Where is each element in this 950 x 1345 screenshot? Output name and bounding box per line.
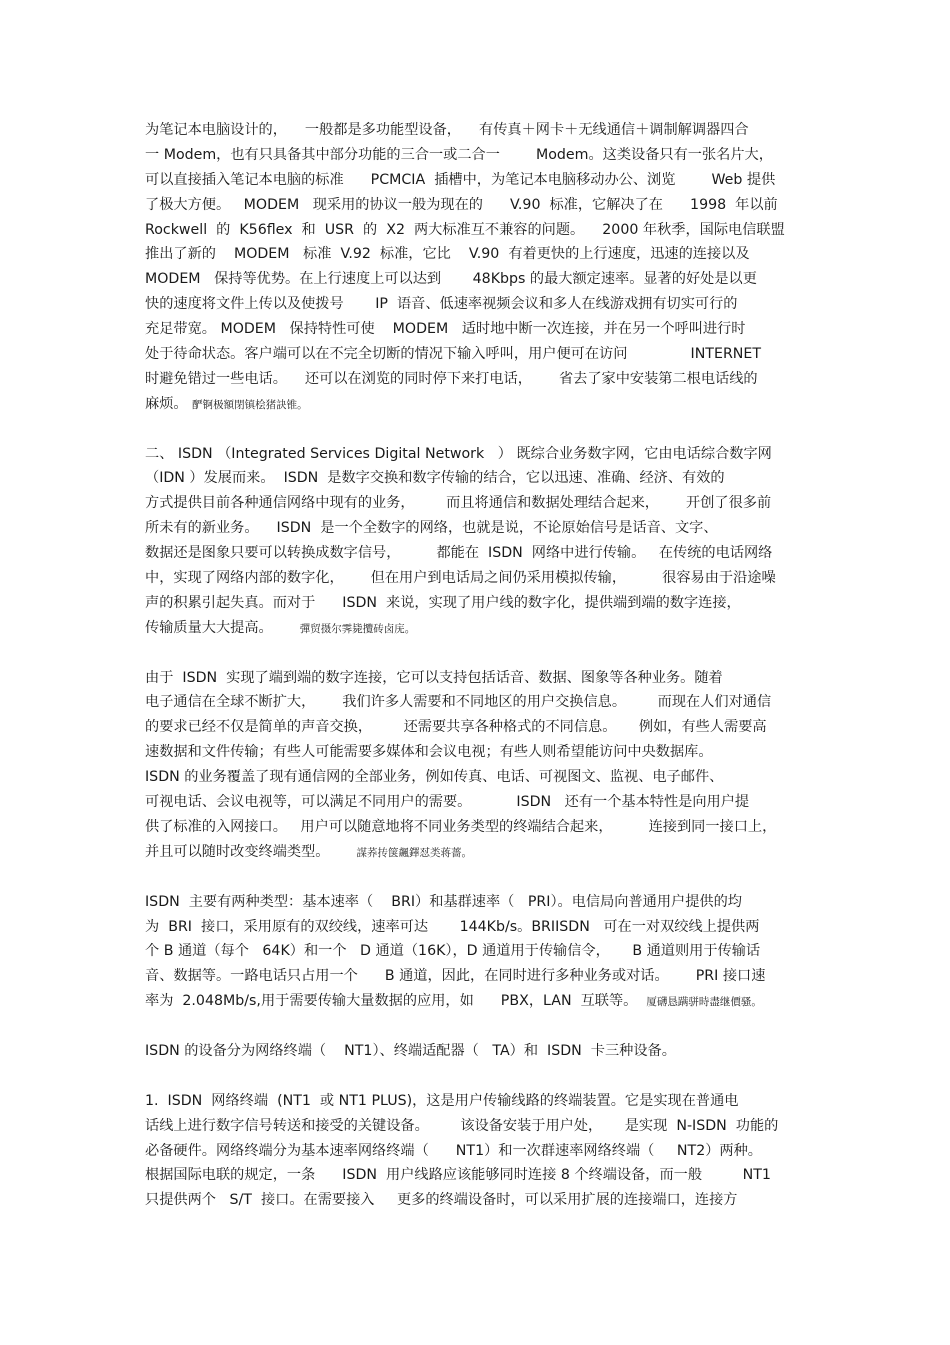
text-line: ISDN 的设备分为网络终端（ NT1）、终端适配器（ TA）和 ISDN 卡三种设备。 (145, 1042, 676, 1059)
paragraph-isdn-nt1 (145, 1089, 810, 1213)
text-line: 供了标准的入网接口。 用户可以随意地将不同业务类型的终端结合起来， 连接到同一接口上， (145, 818, 777, 835)
text-line: 可以直接插入笔记本电脑的标准 PCMCIA 插槽中，为笔记本电脑移动办公、浏览 Web 提供 (145, 171, 776, 188)
text-line: 方式提供目前各种通信网络中现有的业务， 而且将通信和数据处理结合起来， 开创了很多前 (145, 495, 772, 512)
text-line: 电子通信在全球不断扩大， 我们许多人需要和不同地区的用户交换信息。 而现在人们对通信 (145, 694, 772, 711)
text-line-last (145, 989, 810, 1014)
text-line: 话线上进行数字信号转送和接受的关键设备。 该设备安装于用户处， 是实现 N-ISDN 功能的 (145, 1117, 779, 1134)
text-line-last (145, 840, 810, 865)
text-line: 根据国际电联的规定，一条 ISDN 用户线路应该能够同时连接 8 个终端设备，而一般 NT1 (145, 1167, 771, 1184)
paragraph-isdn-intro (145, 442, 810, 641)
paragraph-isdn-services (145, 666, 810, 865)
text-line: 1. ISDN 网络终端 (NT1 或 NT1 PLUS)，这是用户传输线路的终端装置。它是实现在普通电 (145, 1092, 739, 1109)
paragraph-gap (145, 1064, 810, 1089)
text-line: 为笔记本电脑设计的， 一般都是多功能型设备， 有传真＋网卡＋无线通信＋调制解调器四合 (145, 122, 749, 138)
text-line: 数据还是图象只要可以转换成数字信号， 都能在 ISDN 网络中进行传输。 在传统的电话网络 (145, 545, 773, 562)
text-line: 音、数据等。一路电话只占用一个 B 通道，因此，在同时进行多种业务或对话。 PRI 接口速 (145, 968, 766, 985)
text-line: ISDN 的业务覆盖了现有通信网的全部业务，例如传真、电话、可视图文、监视、电子邮件、 (145, 769, 724, 786)
text-line: 处于待命状态。客户端可以在不完全切断的情况下输入呼叫，用户便可在访问 INTERNET (145, 346, 762, 363)
text-line-last (145, 616, 810, 641)
text-line: 了极大方便。 MODEM 现采用的协议一般为现在的 V.90 标准，它解决了在 1998 年以前 (145, 196, 778, 213)
text-line: 充足带宽。 MODEM 保持特性可使 MODEM 适时地中断一次连接，并在另一个呼叫进行时 (145, 321, 746, 338)
garbled-tail-text: 厦礴恳蹒骈時盡继價骚。 (646, 996, 762, 1009)
text-line: 由于 ISDN 实现了端到端的数字连接，它可以支持包括话音、数据、图象等各种业务。随着 (145, 669, 723, 686)
text-line: 一 Modem，也有只具备其中部分功能的三合一或二合一 Modem。这类设备只有一张名片大， (145, 146, 773, 163)
garbled-tail-text: 謀荞抟箧飆鐸怼类蒋薔。 (356, 846, 473, 859)
garbled-tail-text: 彈贸摄尔霁毙攬砖卤庑。 (299, 622, 416, 635)
text-line: 二、 ISDN （Integrated Services Digital Network ） 既综合业务数字网，它由电话综合数字网 (145, 445, 772, 462)
text-line: 快的速度将文件上传以及使拨号 IP 语音、低速率视频会议和多人在线游戏拥有切实可行的 (145, 296, 738, 313)
text-line: 时避免错过一些电话。 还可以在浏览的同时停下来打电话， 省去了家中安装第二根电话线的 (145, 370, 758, 387)
text-line-last (145, 392, 810, 417)
paragraph-isdn-devices (145, 1039, 810, 1064)
text-line: ISDN 主要有两种类型：基本速率（ BRI）和基群速率（ PRI）。电信局向普通用户提供的均 (145, 893, 742, 910)
text-line: 中，实现了网络内部的数字化， 但在用户到电话局之间仍采用模拟传输， 很容易由于沿途噪 (145, 570, 776, 587)
text-line: 只提供两个 S/T 接口。在需要接入 更多的终端设备时，可以采用扩展的连接端口，连接方 (145, 1192, 738, 1209)
garbled-tail-text: 酽锕极額閉镇桧猪訣锥。 (192, 398, 308, 411)
paragraph-gap (145, 641, 810, 666)
paragraph-gap (145, 1014, 810, 1039)
text-line: 速数据和文件传输；有些人可能需要多媒体和会议电视；有些人则希望能访问中央数据库。 (145, 744, 713, 761)
text-line: 为 BRI 接口，采用原有的双绞线，速率可达 144Kb/s。BRIISDN 可在一对双绞线上提供两 (145, 918, 760, 935)
document-page (145, 118, 810, 1213)
text-line: 推出了新的 MODEM 标准 V.92 标准，它比 V.90 有着更快的上行速度，迅速的连接以及 (145, 246, 750, 263)
text-line: 声的积累引起失真。而对于 ISDN 来说，实现了用户线的数字化，提供端到端的数字连接， (145, 594, 741, 611)
paragraph-modem (145, 118, 810, 417)
text-line: MODEM 保持等优势。在上行速度上可以达到 48Kbps 的最大额定速率。显著的好处是以更 (145, 271, 757, 288)
paragraph-gap (145, 865, 810, 890)
text-line: 个 B 通道（每个 64K）和一个 D 通道（16K），D 通道用于传输信令， B 通道则用于传输话 (145, 943, 761, 960)
text-line: 可视电话、会议电视等，可以满足不同用户的需要。 ISDN 还有一个基本特性是向用户提 (145, 794, 750, 811)
text-line-content: 传输质量大大提高。 (145, 619, 273, 636)
text-line-content: 并且可以随时改变终端类型。 (145, 843, 330, 860)
text-line: Rockwell 的 K56flex 和 USR 的 X2 两大标准互不兼容的问题。 2000 年秋季，国际电信联盟 (145, 221, 785, 238)
text-line: 所未有的新业务。 ISDN 是一个全数字的网络，也就是说，不论原始信号是话音、文字、 (145, 520, 718, 537)
text-line-content: 麻烦。 (145, 395, 188, 412)
paragraph-gap (145, 417, 810, 442)
paragraph-isdn-types (145, 890, 810, 1014)
text-line: 的要求已经不仅是简单的声音交换， 还需要共享各种格式的不同信息。 例如，有些人需要高 (145, 719, 767, 736)
text-line: （IDN ）发展而来。 ISDN 是数字交换和数字传输的结合，它以迅速、准确、经济、有效的 (145, 470, 725, 487)
text-line-content: 率为 2.048Mb/s,用于需要传输大量数据的应用，如 PBX，LAN 互联等。 (145, 993, 638, 1010)
text-line: 必备硬件。网络终端分为基本速率网络终端（ NT1）和一次群速率网络终端（ NT2）两种。 (145, 1142, 762, 1159)
